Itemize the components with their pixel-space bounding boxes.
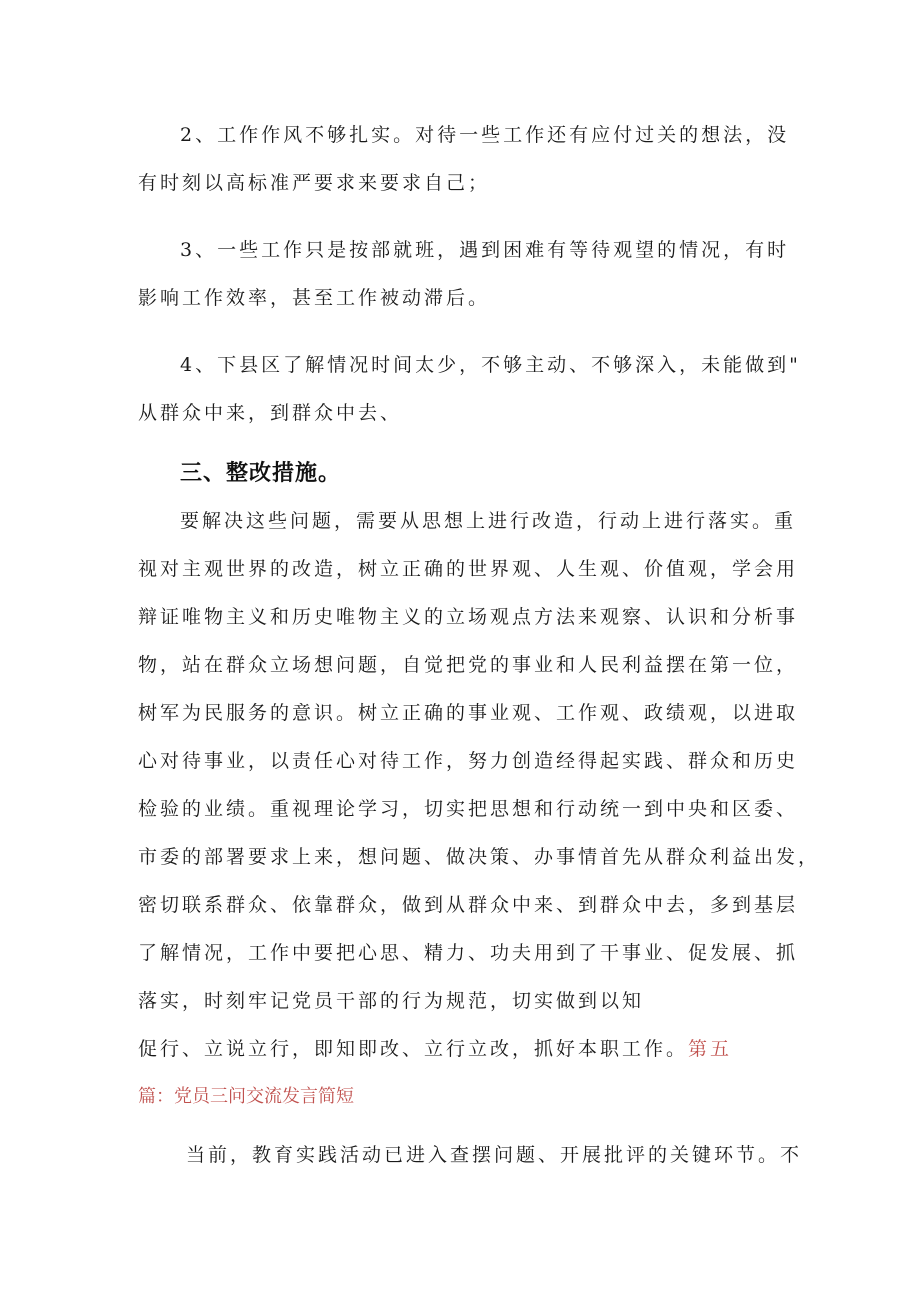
body-line: 密切联系群众、依靠群众，做到从群众中来、到群众中去，多到基层 xyxy=(138,894,799,916)
body-line: 市委的部署要求上来，想问题、做决策、办事情首先从群众利益出发， xyxy=(138,846,821,868)
item-4-line-2: 从群众中来，到群众中去、 xyxy=(138,402,403,424)
body-line: 检验的业绩。重视理论学习，切实把思想和行动统一到中央和区委、 xyxy=(138,798,799,820)
body-line: 要解决这些问题，需要从思想上进行改造，行动上进行落实。重 xyxy=(180,510,797,532)
body-line: 物，站在群众立场想问题，自觉把党的事业和人民利益摆在第一位， xyxy=(138,654,799,676)
body-last-line-text: 促行、立说立行，即知即改、立行立改，抓好本职工作。 xyxy=(138,1038,689,1060)
item-2-line-2: 有时刻以高标准严要求来要求自己； xyxy=(138,172,491,194)
item-4-line-1: 4、下县区了解情况时间太少，不够主动、不够深入，未能做到" xyxy=(180,354,801,376)
body-line: 辩证唯物主义和历史唯物主义的立场观点方法来观察、认识和分析事 xyxy=(138,606,799,628)
item-3-line-1: 3、一些工作只是按部就班，遇到困难有等待观望的情况，有时 xyxy=(180,239,790,261)
body-line: 视对主观世界的改造，树立正确的世界观、人生观、价值观，学会用 xyxy=(138,558,799,580)
body-line: 了解情况，工作中要把心思、精力、功夫用到了干事业、促发展、抓 xyxy=(138,942,799,964)
item-2-line-1: 2、工作作风不够扎实。对待一些工作还有应付过关的想法，没 xyxy=(180,124,790,146)
body-last-line xyxy=(138,1040,732,1059)
item-3-line-2: 影响工作效率，甚至工作被动滞后。 xyxy=(138,287,491,309)
body-line: 落实，时刻牢记党员干部的行为规范，切实做到以知 xyxy=(138,990,645,1012)
next-article-first-line: 当前，教育实践活动已进入查摆问题、开展批评的关键环节。不 xyxy=(186,1144,803,1166)
next-article-title: 篇：党员三问交流发言简短 xyxy=(138,1086,354,1107)
next-section-marker: 第五 xyxy=(688,1038,733,1060)
section-heading: 三、整改措施。 xyxy=(180,461,342,486)
body-line: 心对待事业，以责任心对待工作，努力创造经得起实践、群众和历史 xyxy=(138,750,799,772)
body-line: 树军为民服务的意识。树立正确的事业观、工作观、政绩观，以进取 xyxy=(138,702,799,724)
